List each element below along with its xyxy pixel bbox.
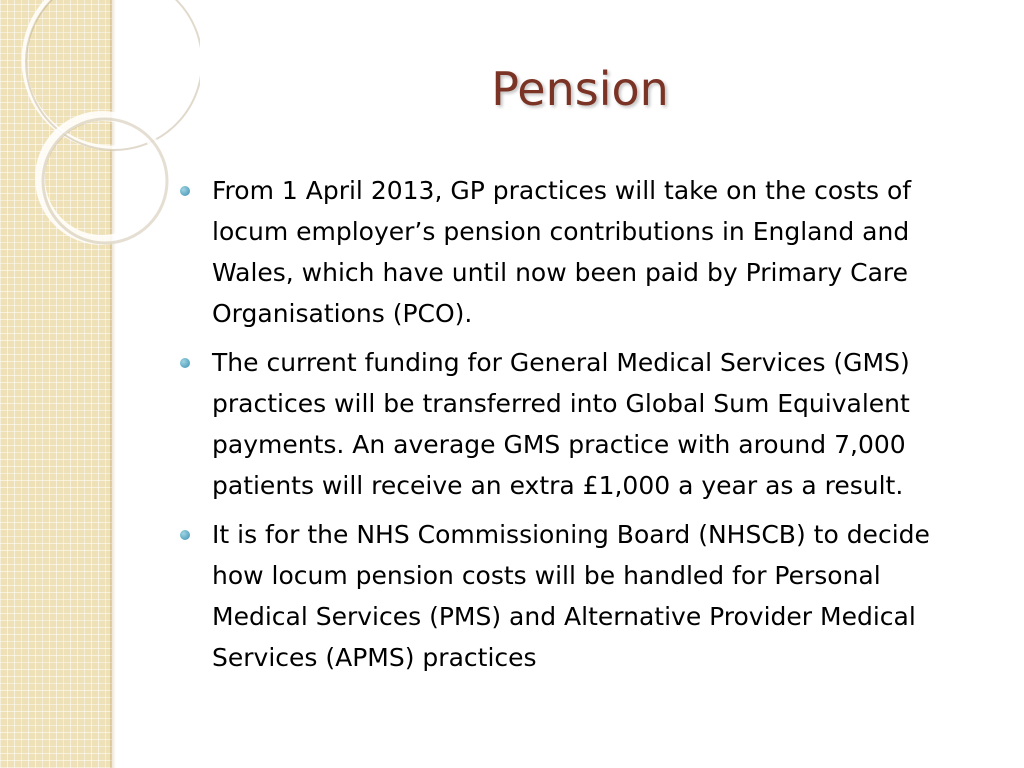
lower-ring-shadow xyxy=(43,119,167,243)
bullet-text: From 1 April 2013, GP practices will take on the costs of locum employer’s pension contributions in England and Wales, which have until now been paid by Primary Care Organisations (PCO). xyxy=(212,176,912,328)
bullet-text: The current funding for General Medical Services (GMS) practices will be transferred into Global Sum Equivalent payments. An average GMS practice with around 7,000 patients will receive an extra £1,000 a year as a result. xyxy=(212,348,910,500)
bullet-icon xyxy=(180,358,190,368)
bullet-item xyxy=(180,342,980,506)
bullet-text: It is for the NHS Commissioning Board (NHSCB) to decide how locum pension costs will be handled for Personal Medical Services (PMS) and Alternative Provider Medical Services (APMS) practices xyxy=(212,520,930,672)
bullet-icon xyxy=(180,186,190,196)
bullet-item xyxy=(180,170,980,334)
bullet-list xyxy=(180,170,980,686)
slide-title: Pension xyxy=(491,62,669,116)
decorative-rings xyxy=(0,0,200,260)
bullet-icon xyxy=(180,530,190,540)
bullet-item xyxy=(180,514,980,678)
